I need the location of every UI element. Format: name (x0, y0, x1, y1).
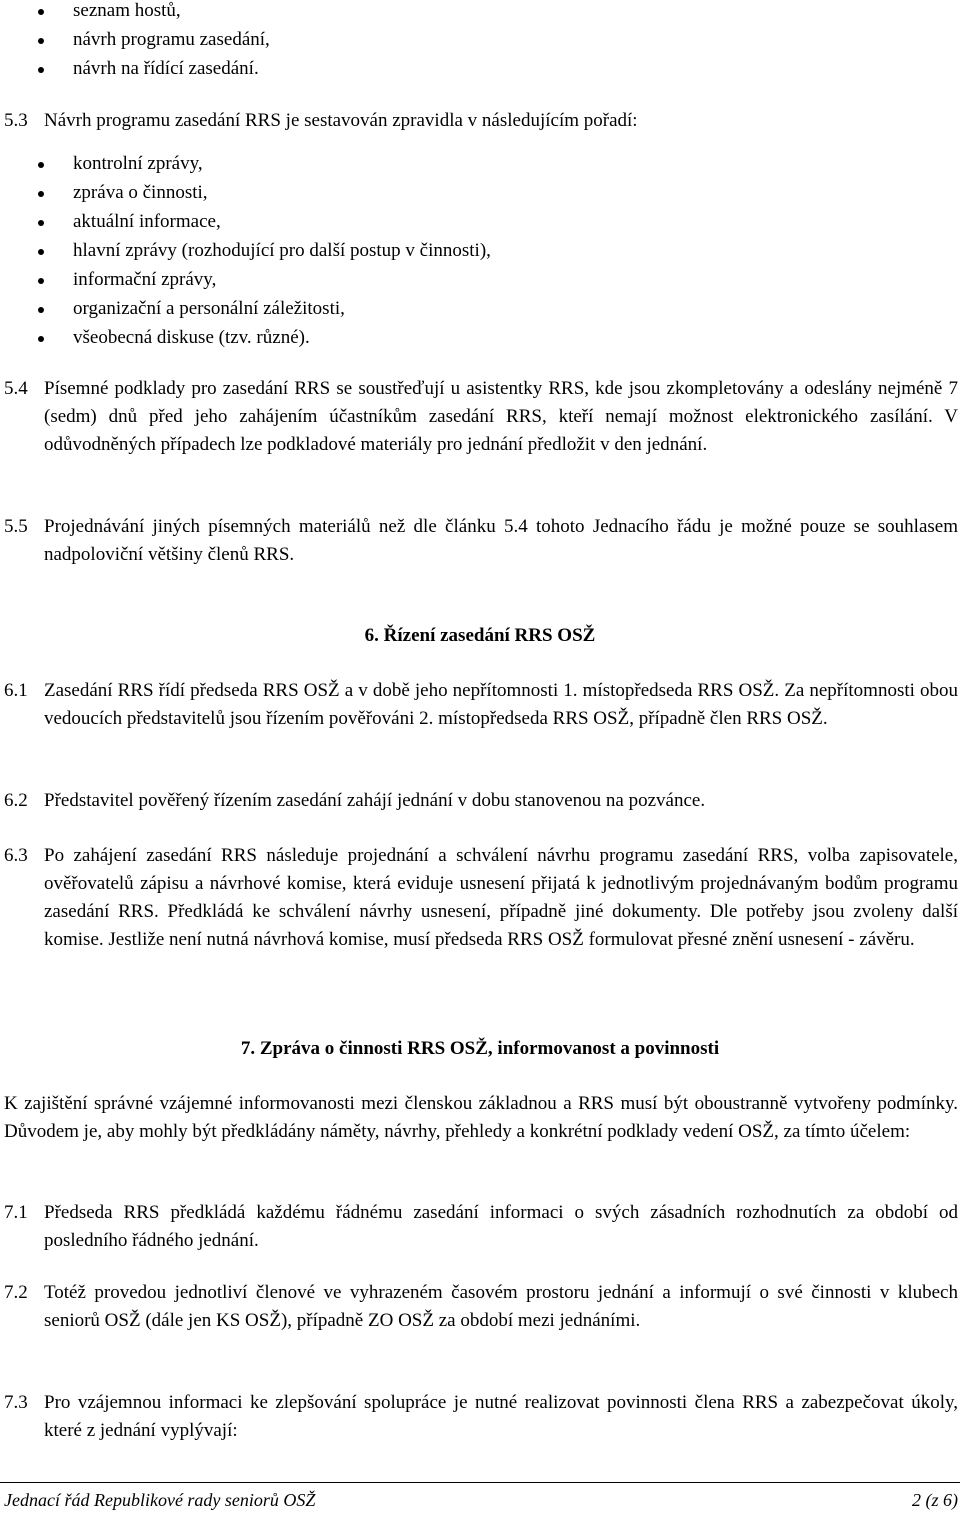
agenda-bullet-list (0, 150, 491, 353)
section-text: Písemné podklady pro zasedání RRS se soustřeďují u asistentky RRS, kde jsou zkompletovány a odeslány nejméně 7 (sedm) dnů před jeho zahájením účastníkům zasedání RRS, kteří nemají možnost elektronického zasílání. V odůvodněných případech lze podkladové materiály pro jednání předložit v den jednání. (44, 378, 958, 455)
section-number: 6.3 (4, 845, 28, 866)
list-item: aktuální informace, (0, 208, 491, 237)
list-item: všeobecná diskuse (tzv. různé). (0, 324, 491, 353)
list-item: informační zprávy, (0, 266, 491, 295)
section-5-4 (4, 375, 958, 459)
section-text: Po zahájení zasedání RRS následuje projednání a schválení návrhu programu zasedání RRS, volba zapisovatele, ověřovatelů zápisu a návrhové komise, která eviduje usnesení přijatá k jednotlivým projednávaným bodům programu zasedání RRS. Předkládá ke schválení návrhy usnesení, případně jiné dokumenty. Dle potřeby jsou zvoleny další komise. Jestliže není nutná návrhová komise, musí předseda RRS OSŽ formulovat přesné znění usnesení - závěru. (44, 845, 958, 950)
section-6-1 (4, 677, 958, 733)
bullet-icon (38, 220, 44, 226)
bullet-icon (38, 307, 44, 313)
footer-title: Jednací řád Republikové rady seniorů OSŽ (4, 1490, 316, 1510)
bullet-icon (38, 249, 44, 255)
top-bullet-list (0, 0, 270, 84)
section-text: Návrh programu zasedání RRS je sestavován zpravidla v následujícím pořadí: (44, 110, 638, 131)
bullet-icon (38, 191, 44, 197)
list-item: zpráva o činnosti, (0, 179, 491, 208)
section-heading-6: 6. Řízení zasedání RRS OSŽ (364, 625, 596, 646)
section-number: 5.5 (4, 516, 28, 537)
section-text: Zasedání RRS řídí předseda RRS OSŽ a v době jeho nepřítomnosti 1. místopředseda RRS OSŽ. Za nepřítomnosti obou vedoucích představitelů jsou řízením pověřováni 2. místopředseda RRS OSŽ, případně člen RRS OSŽ. (44, 680, 958, 729)
section-5-5 (4, 513, 958, 569)
section-number: 6.2 (4, 790, 28, 811)
section-7-1 (4, 1199, 958, 1255)
section-number: 5.4 (4, 378, 28, 399)
bullet-icon (38, 336, 44, 342)
section-number: 6.1 (4, 680, 28, 701)
list-item: kontrolní zprávy, (0, 150, 491, 179)
section-6-3 (4, 842, 958, 954)
page-number: 2 (z 6) (912, 1490, 958, 1510)
list-item: návrh na řídící zasedání. (0, 55, 270, 84)
bullet-icon (38, 67, 44, 73)
section-text: Totéž provedou jednotliví členové ve vyhrazeném časovém prostoru jednání a informují o své činnosti v klubech seniorů OSŽ (dále jen KS OSŽ), případně ZO OSŽ za období mezi jednáními. (44, 1282, 958, 1331)
section-number: 7.1 (4, 1202, 28, 1223)
footer-divider (0, 1482, 960, 1483)
section-7-2 (4, 1279, 958, 1335)
bullet-icon (38, 278, 44, 284)
bullet-icon (38, 9, 44, 15)
section-text: Pro vzájemnou informaci ke zlepšování spolupráce je nutné realizovat povinnosti člena RRS a zabezpečovat úkoly, které z jednání vyplývají: (44, 1392, 958, 1441)
section-heading-7: 7. Zpráva o činnosti RRS OSŽ, informovanost a povinnosti (240, 1038, 720, 1059)
section-number: 7.2 (4, 1282, 28, 1303)
section-text: Předseda RRS předkládá každému řádnému zasedání informaci o svých zásadních rozhodnutích za období od posledního řádného jednání. (44, 1202, 958, 1251)
section-text: Představitel pověřený řízením zasedání zahájí jednání v dobu stanovenou na pozvánce. (44, 790, 706, 811)
list-item: hlavní zprávy (rozhodující pro další postup v činnosti), (0, 237, 491, 266)
list-item: návrh programu zasedání, (0, 26, 270, 55)
section-text: Projednávání jiných písemných materiálů než dle článku 5.4 tohoto Jednacího řádu je možné pouze se souhlasem nadpoloviční většiny členů RRS. (44, 516, 958, 565)
bullet-icon (38, 38, 44, 44)
section-7-intro: K zajištění správné vzájemné informovanosti mezi členskou základnou a RRS musí být oboustranně vytvořeny podmínky. Důvodem je, aby mohly být předkládány náměty, návrhy, přehledy a konkrétní podklady vedení OSŽ, za tímto účelem: (4, 1093, 958, 1142)
section-number: 5.3 (4, 110, 28, 131)
list-item: seznam hostů, (0, 0, 270, 26)
list-item: organizační a personální záležitosti, (0, 295, 491, 324)
section-6-2 (4, 787, 958, 815)
section-5-3 (4, 107, 958, 135)
section-7-3 (4, 1389, 958, 1445)
bullet-icon (38, 162, 44, 168)
section-number: 7.3 (4, 1392, 28, 1413)
